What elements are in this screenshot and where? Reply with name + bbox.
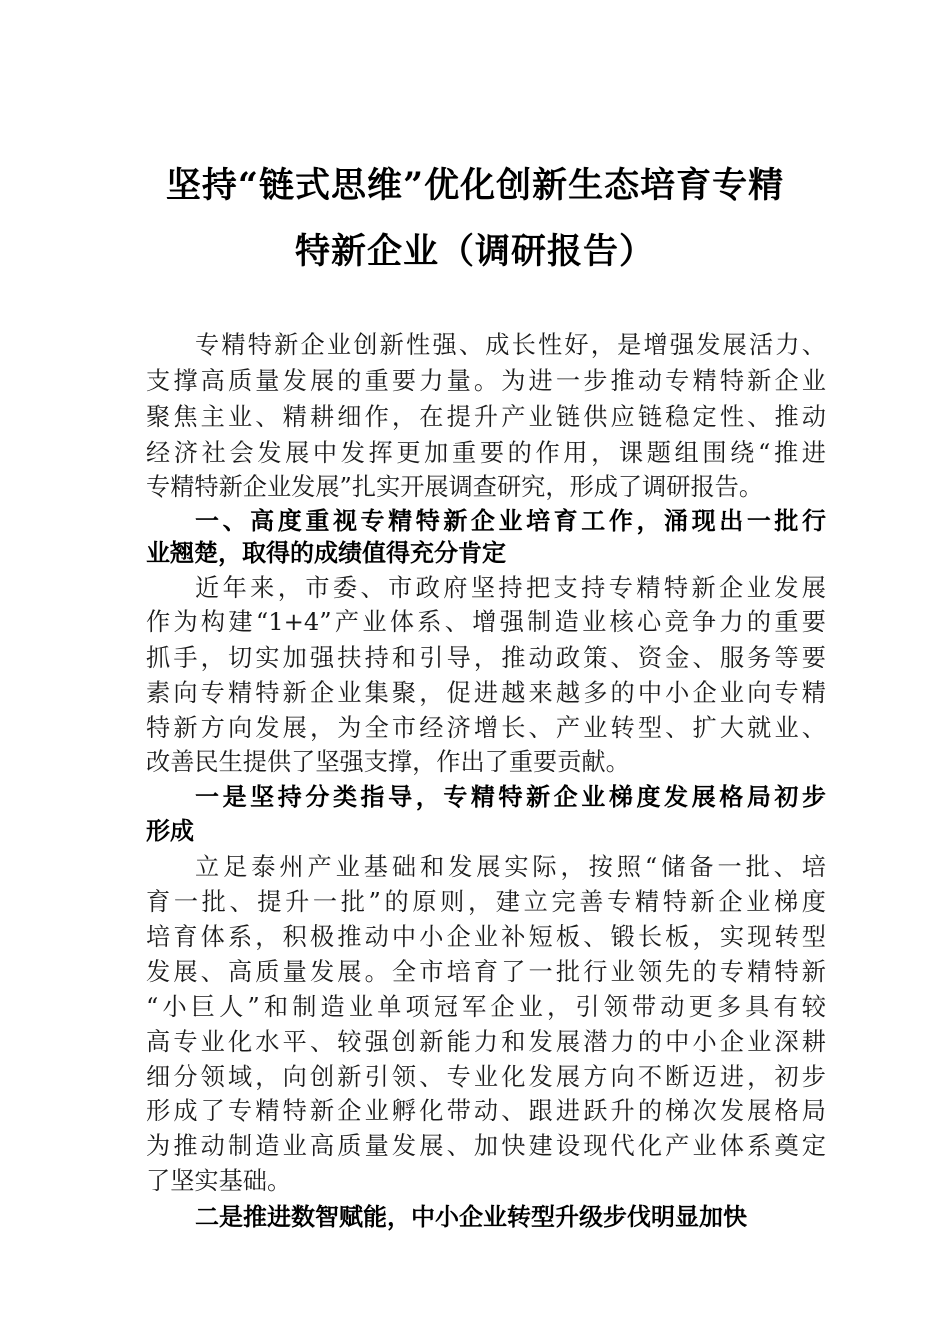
section-heading-1: 一、高度重视专精特新企业培育工作，涌现出一批行 xyxy=(195,507,826,535)
intro-paragraph-line: 专精特新企业发展”扎实开展调查研究，形成了调研报告。 xyxy=(146,473,764,501)
document-title-line-2: 特新企业（调研报告） xyxy=(294,231,655,272)
subsection-1-paragraph-line: 发展、高质量发展。全市培育了一批行业领先的专精特新 xyxy=(146,958,826,986)
section-1-paragraph-line: 作为构建“1+4”产业体系、增强制造业核心竞争力的重要 xyxy=(146,608,826,636)
subsection-heading-1: 形成 xyxy=(146,817,194,845)
intro-paragraph-line: 专精特新企业创新性强、成长性好，是增强发展活力、 xyxy=(195,331,826,359)
subsection-1-paragraph-line: “小巨人”和制造业单项冠军企业，引领带动更多具有较 xyxy=(146,993,826,1021)
section-heading-1: 业翘楚，取得的成绩值得充分肯定 xyxy=(146,539,506,567)
section-1-paragraph-line: 改善民生提供了坚强支撑，作出了重要贡献。 xyxy=(146,748,630,776)
subsection-1-paragraph-line: 细分领域，向创新引领、专业化发展方向不断迈进，初步 xyxy=(146,1063,826,1091)
subsection-1-paragraph-line: 了坚实基础。 xyxy=(146,1167,292,1195)
subsection-1-paragraph-line: 立足泰州产业基础和发展实际，按照“储备一批、培 xyxy=(195,853,826,881)
intro-paragraph-line: 支撑高质量发展的重要力量。为进一步推动专精特新企业 xyxy=(146,367,826,395)
document-title-line-1: 坚持“链式思维”优化创新生态培育专精 xyxy=(165,165,785,206)
subsection-1-paragraph-line: 形成了专精特新企业孵化带动、跟进跃升的梯次发展格局 xyxy=(146,1097,826,1125)
subsection-heading-2: 二是推进数智赋能，中小企业转型升级步伐明显加快 xyxy=(195,1203,747,1231)
section-1-paragraph-line: 素向专精特新企业集聚，促进越来越多的中小企业向专精 xyxy=(146,679,826,707)
subsection-heading-1: 一是坚持分类指导，专精特新企业梯度发展格局初步 xyxy=(195,783,826,811)
subsection-1-paragraph-line: 为推动制造业高质量发展、加快建设现代化产业体系奠定 xyxy=(146,1132,826,1160)
section-1-paragraph-line: 抓手，切实加强扶持和引导，推动政策、资金、服务等要 xyxy=(146,644,826,672)
subsection-1-paragraph-line: 育一批、提升一批”的原则，建立完善专精特新企业梯度 xyxy=(146,888,826,916)
intro-paragraph-line: 经济社会发展中发挥更加重要的作用，课题组围绕“推进 xyxy=(146,439,826,467)
subsection-1-paragraph-line: 高专业化水平、较强创新能力和发展潜力的中小企业深耕 xyxy=(146,1028,826,1056)
subsection-1-paragraph-line: 培育体系，积极推动中小企业补短板、锻长板，实现转型 xyxy=(146,923,826,951)
intro-paragraph-line: 聚焦主业、精耕细作，在提升产业链供应链稳定性、推动 xyxy=(146,403,826,431)
section-1-paragraph-line: 特新方向发展，为全市经济增长、产业转型、扩大就业、 xyxy=(146,714,826,742)
section-1-paragraph-line: 近年来，市委、市政府坚持把支持专精特新企业发展 xyxy=(195,574,826,602)
